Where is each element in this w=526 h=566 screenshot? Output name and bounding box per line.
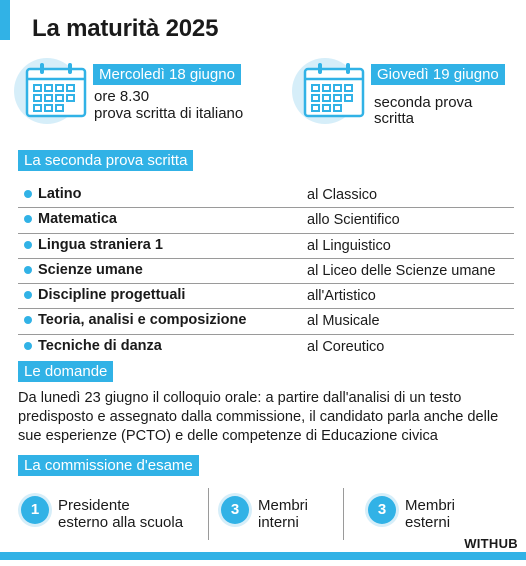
- subject-school: al Liceo delle Scienze umane: [307, 262, 496, 279]
- bullet-dot-icon: [24, 342, 32, 350]
- bullet-dot-icon: [24, 266, 32, 274]
- member-esterni: [365, 493, 485, 537]
- list-item: [18, 234, 514, 259]
- list-item: [18, 335, 514, 359]
- count-badge: 1: [21, 496, 49, 524]
- top-accent-bar: [0, 0, 10, 40]
- bullet-dot-icon: [24, 316, 32, 324]
- list-item: [18, 284, 514, 309]
- page-title: La maturità 2025: [32, 15, 219, 42]
- subject-school: al Classico: [307, 187, 378, 203]
- member-label-line1: Membri: [258, 497, 309, 514]
- divider: [343, 488, 344, 540]
- section-label-seconda-prova: La seconda prova scritta: [18, 150, 193, 171]
- section-label-commissione: La commissione d'esame: [18, 455, 199, 476]
- date-block-1: [14, 58, 254, 130]
- date-2-line2: scritta: [374, 110, 415, 127]
- section-label-domande: Le domande: [18, 361, 113, 382]
- brand-logo: WITHUB: [464, 536, 518, 551]
- domande-description: Da lunedì 23 giugno il colloquio orale: a partire dall'analisi di un testo predisposto e assegnato dalla commissione, il candidato parla anche delle sue esperienze (PCTO) e delle competenze di Educazione civica: [18, 390, 499, 444]
- subject-name: Tecniche di danza: [38, 337, 162, 354]
- subject-school: al Musicale: [307, 313, 380, 330]
- divider: [208, 488, 209, 540]
- calendar-icon: [302, 62, 368, 120]
- bullet-dot-icon: [24, 291, 32, 299]
- subjects-list: [18, 183, 514, 359]
- subject-name: Teoria, analisi e composizione: [38, 312, 247, 329]
- bullet-dot-icon: [24, 190, 32, 198]
- subject-school: all'Artistico: [307, 288, 376, 305]
- subject-name: Matematica: [38, 211, 117, 228]
- bullet-dot-icon: [24, 241, 32, 249]
- bullet-dot-icon: [24, 215, 32, 223]
- list-item: [18, 309, 514, 334]
- count-badge: 3: [221, 496, 249, 524]
- member-label-line2: esterno alla scuola: [58, 514, 184, 531]
- member-interni: [218, 493, 338, 537]
- subject-name: Discipline progettuali: [38, 287, 186, 304]
- calendar-icon: [24, 62, 90, 120]
- list-item: [18, 259, 514, 284]
- subject-name: Lingua straniera 1: [38, 236, 163, 253]
- date-pill-1: Mercoledì 18 giugno: [93, 64, 241, 85]
- date-block-2: [292, 58, 522, 130]
- member-label-line2: esterni: [405, 514, 451, 531]
- list-item: [18, 183, 514, 208]
- member-label-line1: Membri: [405, 497, 456, 514]
- date-1-line1: ore 8.30: [94, 88, 150, 105]
- subject-school: al Linguistico: [307, 237, 391, 254]
- list-item: [18, 208, 514, 233]
- count-badge: 3: [368, 496, 396, 524]
- member-label-line1: Presidente: [58, 497, 130, 514]
- date-pill-2: Giovedì 19 giugno: [371, 64, 505, 85]
- subject-school: al Coreutico: [307, 338, 385, 355]
- member-presidente: [18, 493, 203, 537]
- date-2-line1: seconda prova: [374, 94, 473, 111]
- subject-school: allo Scientifico: [307, 212, 400, 229]
- subject-name: Latino: [38, 186, 82, 202]
- bottom-accent-bar: [0, 552, 526, 560]
- date-1-line2: prova scritta di italiano: [94, 105, 244, 122]
- member-label-line2: interni: [258, 514, 299, 531]
- subject-name: Scienze umane: [38, 261, 143, 278]
